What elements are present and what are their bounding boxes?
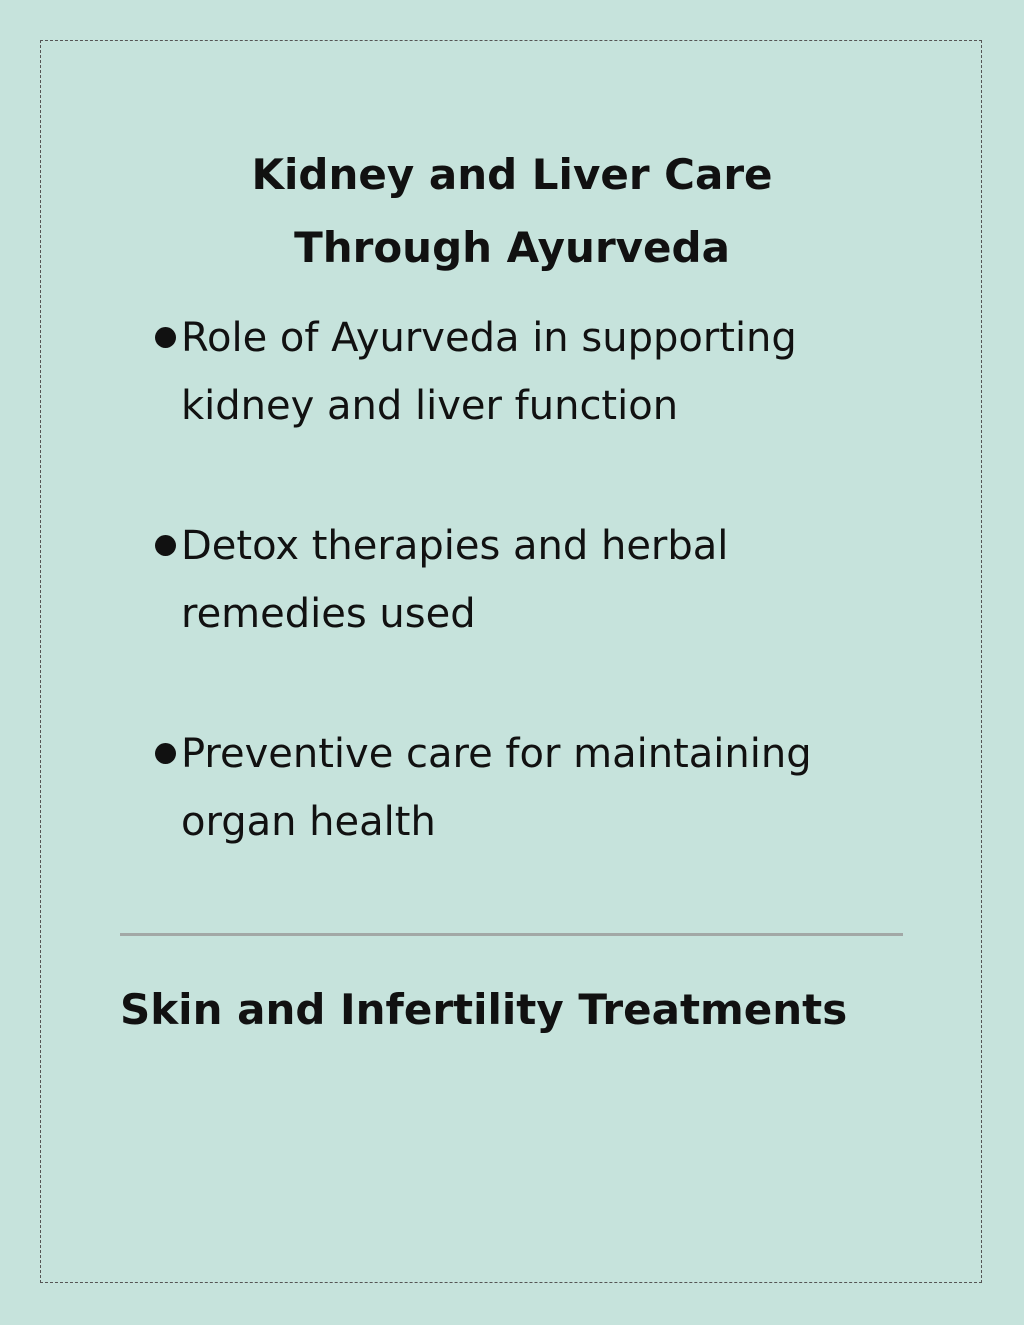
- section-title: Kidney and Liver Care Through Ayurveda: [251, 150, 773, 272]
- bullet-dot-icon: [155, 743, 176, 764]
- bullet-item: [152, 512, 852, 648]
- next-section-heading: Skin and Infertility Treatments: [120, 985, 848, 1034]
- bullet-text: Preventive care for maintaining organ health: [181, 731, 812, 845]
- bullet-dot-icon: [155, 327, 176, 348]
- bullet-dot-icon: [155, 535, 176, 556]
- bullet-list: [152, 304, 852, 856]
- bullet-text: Detox therapies and herbal remedies used: [181, 523, 729, 637]
- bullet-item: [152, 720, 852, 856]
- section-divider: [120, 933, 903, 936]
- bullet-item: [152, 304, 852, 440]
- bullet-text: Role of Ayurveda in supporting kidney and liver function: [181, 315, 797, 429]
